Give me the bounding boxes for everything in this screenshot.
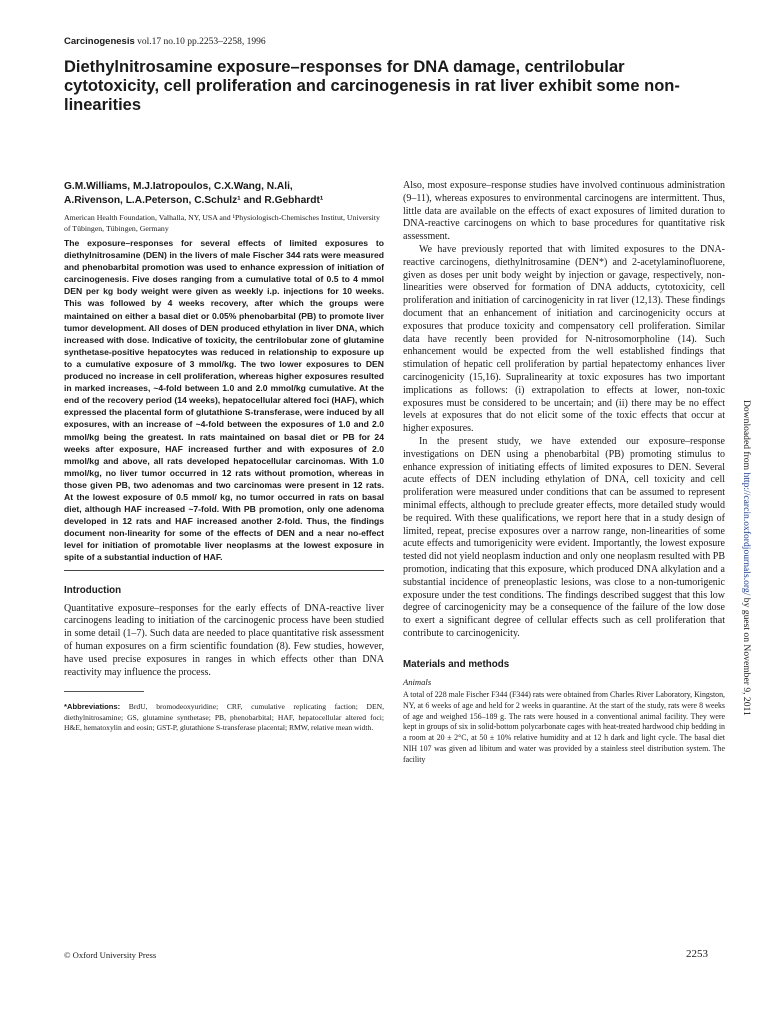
- journal-link[interactable]: http://carcin.oxfordjournals.org/: [741, 472, 752, 596]
- intro-paragraph-continued: Also, most exposure–response studies have involved continuous administration (9–11), whereas exposures to environmental carcinogens are intermittent. Thus, little data are available on the effects of exact exposures of limited duration to DNA-reactive carcinogens on which to base procedures for quantitative risk assessment.: [403, 180, 725, 243]
- introduction-paragraph: Quantitative exposure–responses for the early effects of DNA-reactive liver carcinogens leading to initiation of the carcinogenic process have been studied in some detail (1–7). Such data are needed to place quantitative risk assessment of human exposures on a firm scientific foundation (8). Few studies, however, have used precise exposures in ranges in which effects other than DNA reactivity may influence the process.: [64, 602, 384, 678]
- journal-citation: [64, 36, 266, 47]
- footnote-label: *Abbreviations:: [64, 702, 121, 712]
- footnote-divider: [64, 691, 144, 692]
- affiliation: American Health Foundation, Valhalla, NY, USA and ¹Physiologisch-Chemisches Institut, University of Tübingen, Tübingen, Germany: [64, 213, 380, 233]
- footnote-text: BrdU, bromodeoxyuridine; CRF, cumulative replicating faction; DEN, diethylnitrosamine; GS, glutamine synthetase; PB, phenobarbital; HAF, hepatocellular altered foci; H&E, hematoxylin and eosin; GST-P, glutathione S-transferase placental; RMW, relative mean width.: [64, 702, 384, 732]
- intro-paragraph-2: We have previously reported that with limited exposures to the DNA-reactive carcinogens, diethylnitrosamine (DEN*) and 2-acetylaminofluorene, given as doses per unit body weight by injection or gavage, respectively, non-linearities were observed for formation of DNA adducts, cytotoxicity, cell proliferation and initiation of carcinogenicity in rat liver (12,13). These findings document that an enhancement of initiation and carcinogenicity occurs at exposures that produce toxicity and compensatory cell proliferation. Similar data have recently been provided for N-nitrosomorpholine (14). Such enhancement would be expected from the well established findings that stimulation of hepatic cell proliferation by partial hepatectomy enhances liver carcinogenicity (15,16). Supralinearity at toxic exposures has two important implications as follows: (i) extrapolation to effects at lower, non-toxic exposures must be considered to be uncertain; and (ii) there may be no effect levels at exposures that do not elicit some of the toxic effects that occur at higher exposures.: [403, 243, 725, 435]
- journal-name: Carcinogenesis: [64, 36, 135, 47]
- methods-heading: Materials and methods: [403, 658, 510, 670]
- article-title: Diethylnitrosamine exposure–responses for DNA damage, centrilobular cytotoxicity, cell proliferation and carcinogenesis in rat liver exhibit some non-linearities: [64, 58, 680, 114]
- left-column: [64, 180, 384, 733]
- abbreviations-footnote: [64, 702, 384, 733]
- author-list: [64, 180, 384, 208]
- authors-line-2: A.Rivenson, L.A.Peterson, C.Schulz¹ and R.Gebhardt¹: [64, 195, 324, 206]
- abstract-divider: [64, 570, 384, 571]
- journal-volume: vol.17 no.10 pp.2253–2258, 1996: [137, 37, 266, 47]
- download-prefix: Downloaded from: [741, 400, 752, 473]
- animals-subheading: Animals: [403, 676, 432, 687]
- download-suffix: by guest on November 9, 2011: [741, 595, 752, 716]
- right-column: [403, 180, 725, 766]
- page-number: 2253: [686, 948, 708, 960]
- introduction-heading: Introduction: [64, 584, 122, 596]
- authors-line-1: G.M.Williams, M.J.Iatropoulos, C.X.Wang, N.Ali,: [64, 181, 293, 192]
- publisher-notice: © Oxford University Press: [64, 950, 157, 960]
- download-watermark: [741, 400, 752, 716]
- intro-paragraph-3: In the present study, we have extended our exposure–response investigations on DEN using a phenobarbital (PB) promoting stimulus to enhance expression of initiating effects of limited exposures to DEN. Several acute effects of DEN including ethylation of DNA, cell toxicity and cell proliferation were measured under conditions that can be assumed to represent minimal effects, although to preclude greater effects, more detailed study would be required. With these qualifications, we report here that in a study design of limited, repeat, precise exposures over a narrow range, non-linearities of some acute effects and tumorigenicity were evident. Importantly, the lowest exposure tested did not yield neoplasm induction and only one neoplasm resulted with PB promotion, indicating that this exposure, which produced DNA alkylation and a substantial incidence of preneoplastic lesions, was close to a non-tumorigenic exposure under the test conditions. The findings described suggest that this low degree of carcinogenicity may be a consequence of the failure of the low dose to exert a significant degree of cellular effects such as cell proliferation that contribute to carcinogenicity.: [403, 435, 725, 639]
- animals-paragraph: A total of 228 male Fischer F344 (F344) rats were obtained from Charles River Laboratory, Kingston, NY, at 6 weeks of age and held for 2 weeks in quarantine. At the start of the study, rats were 8 weeks of age and weighed 156–189 g. The rats were housed in a conventional animal facility. They were kept in groups of six in solid-bottom polycarbonate cages with heat-treated hardwood chip bedding in a room at 20 ± 2°C, at 50 ± 10% relative humidity and at 12 h dark and light cycle. The basal diet NIH 107 was given ad libitum and water was provided by a stainless steel distribution system. The facility: [403, 689, 725, 765]
- abstract: The exposure–responses for several effects of limited exposures to diethylnitrosamine (DEN) in the livers of male Fischer 344 rats were measured and phenobarbital promotion was used to enhance expression of initiation of carcinogenesis. Five doses ranging from a cumulative total of 0.5 to 4 mmol DEN per kg body weight were given as weekly i.p. injections for 10 weeks. This was followed by 4 weeks recovery, after which the groups were maintained on either a basal diet or 0.05% phenobarbital (PB) to promote liver tumor development. All doses of DEN produced ethylation in liver DNA, which increased with dose. Indicative of toxicity, the centrilobular zone of glutamine synthetase-positive hepatocytes was reduced in relationship to exposure up to a cumulative exposure of 3 mmol/kg. The two lower exposures to DEN produced no increase in cell proliferation, whereas higher exposures resulted in marked increases, ~4-fold between 1.0 and 2.0 mmol/kg cumulative. At the end of the recovery period (14 weeks), hepatocellular altered foci (HAF), which expressed the placental form of glutathione S-transferase, were induced by all exposures, with an increase of ~4-fold between the exposures of 1.0 and 2.0 mmol/kg being the greatest. In rats maintained on basal diet or PB for 24 weeks after exposure, HAF increased further and with exposures of 2.0 mmol/kg and above, all rats developed hepatocellular carcinomas. With 1.0 mmol/kg, no liver tumor occurred in 12 rats without promotion, whereas in those given PB, two adenomas and two carcinomas were present in 12 rats. At the lowest exposure of 0.5 mmol/ kg, no tumor occurred in rats on basal diet, although HAF increased ~7-fold. With PB promotion, only one adenoma developed in 12 rats and HAF increased another 2-fold. Thus, the findings document non-linearity for some of the effects of DEN and a near no-effect level for initiation of promotable liver neoplasms at the lowest exposure in spite of a substantial induction of HAF.: [64, 238, 384, 563]
